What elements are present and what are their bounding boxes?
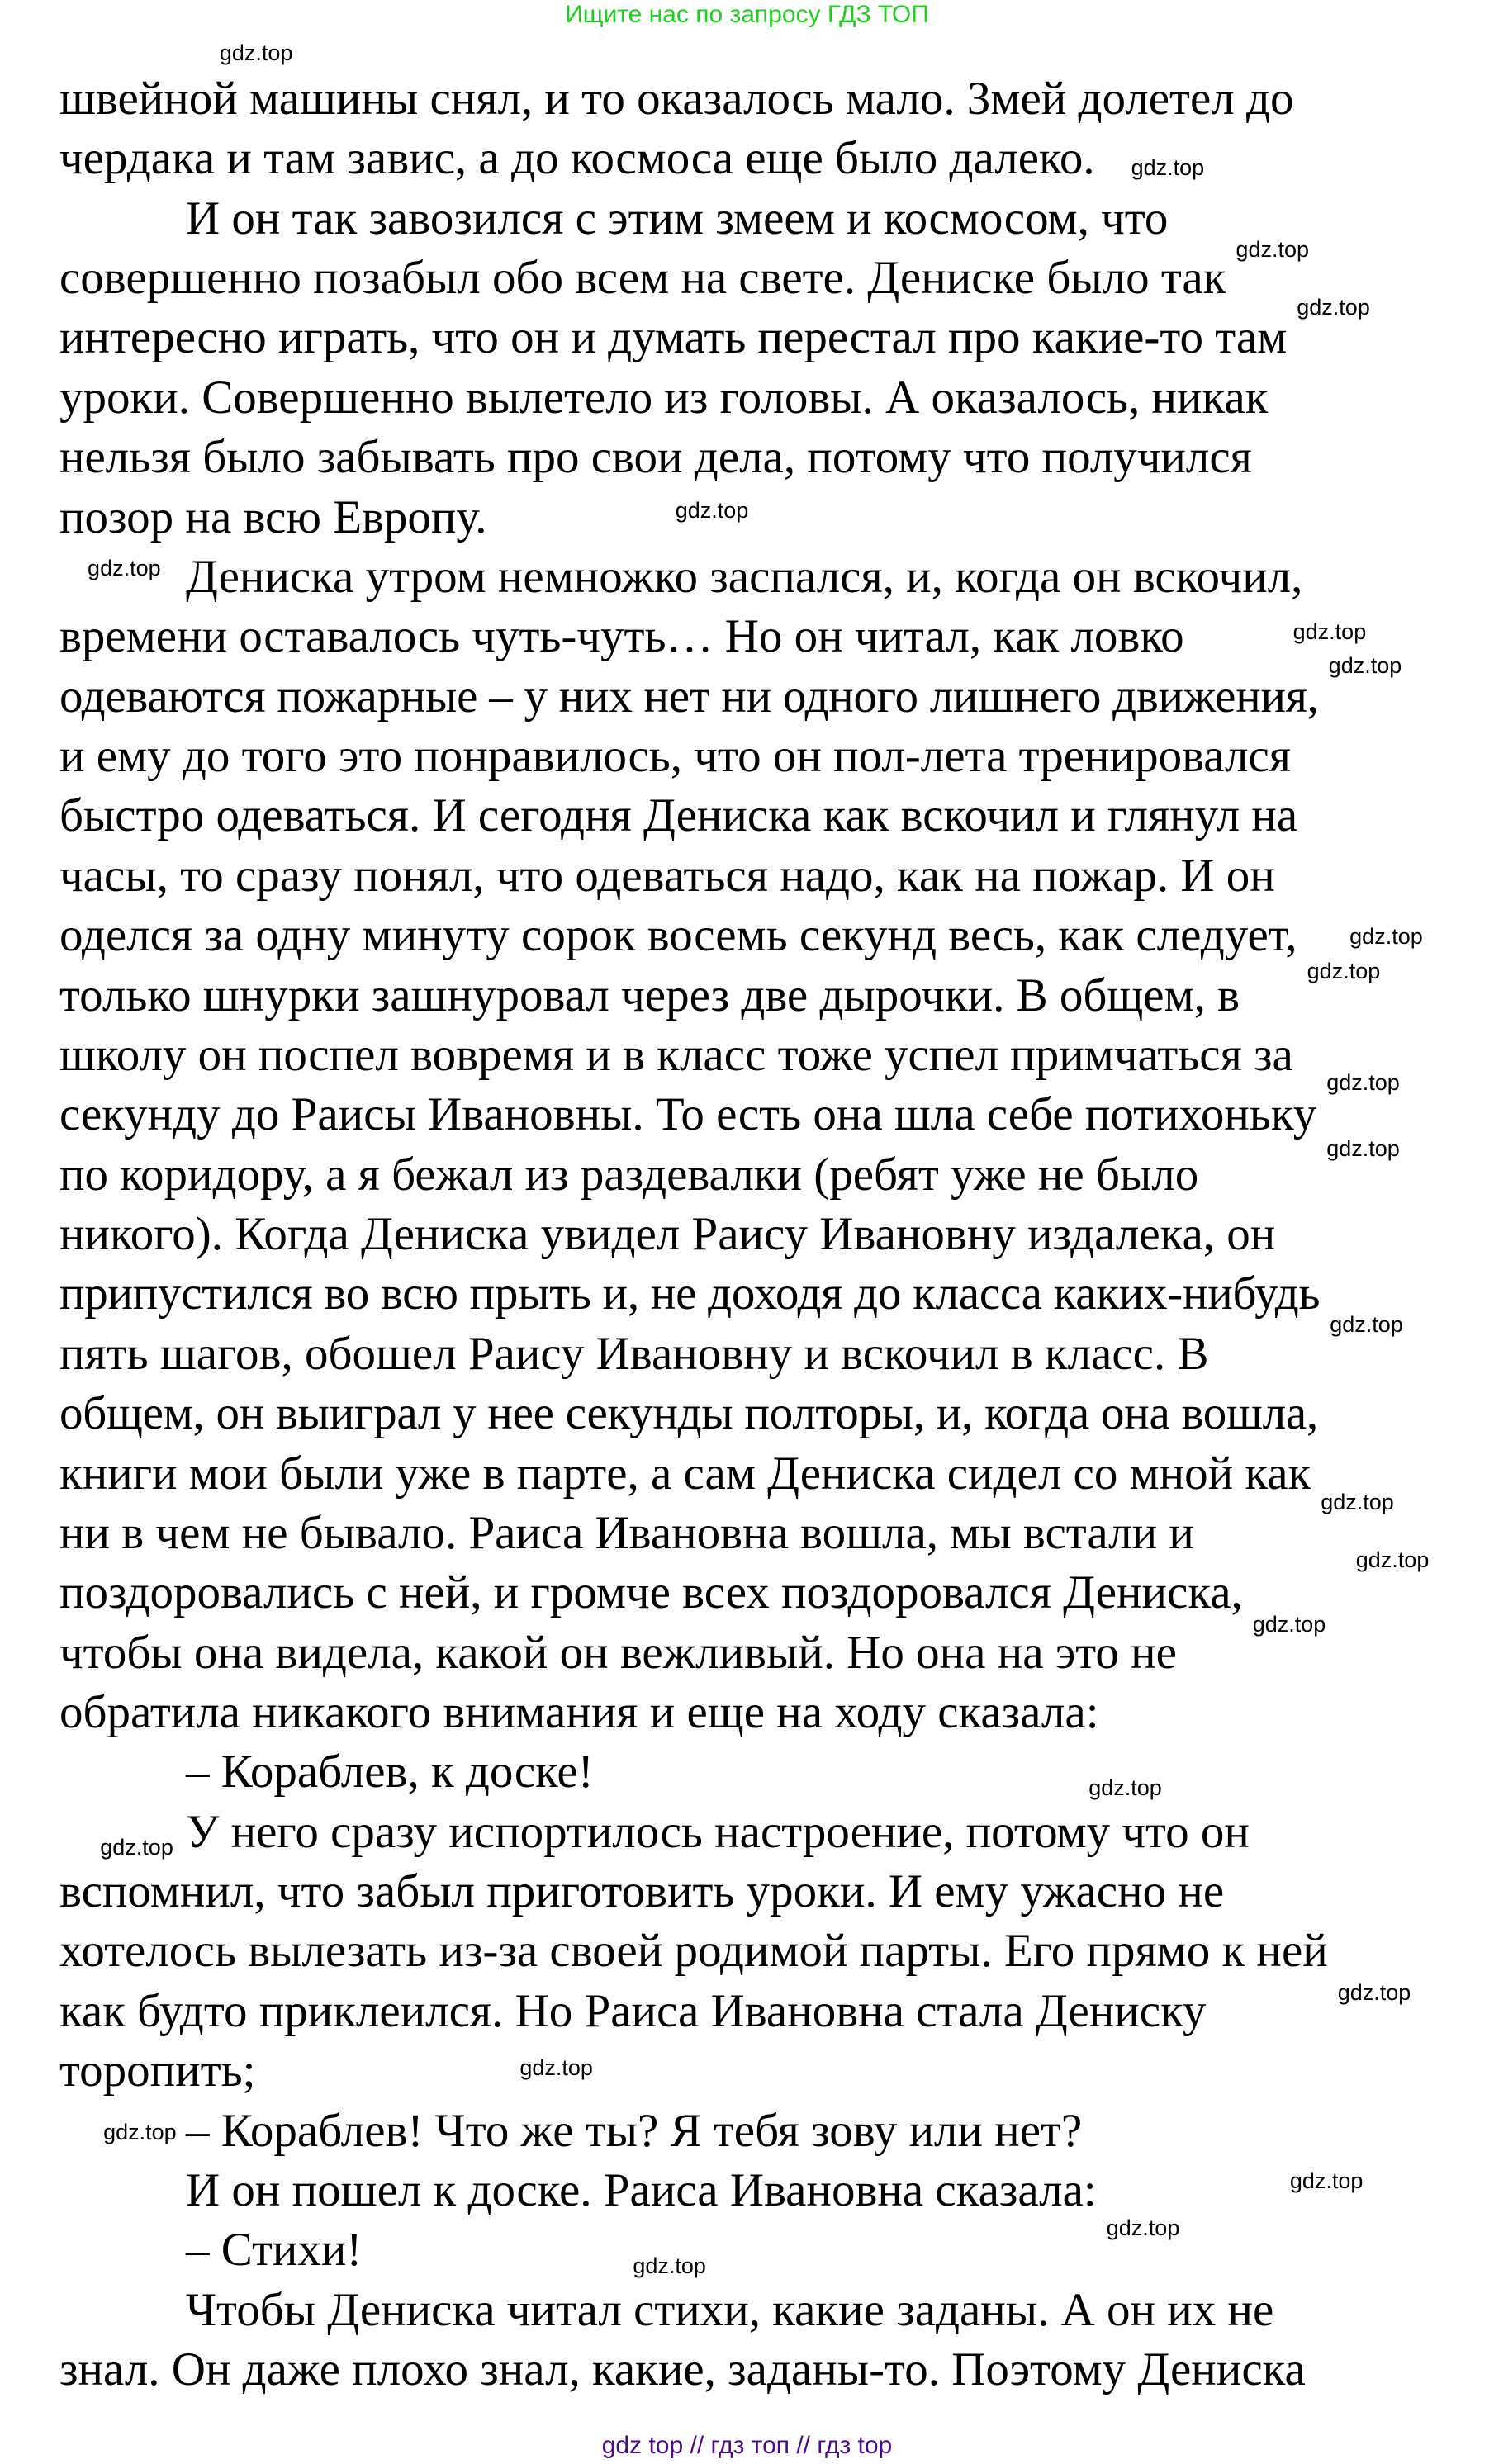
text-line: как будто приклеился. Но Раиса Ивановна стала Дениску [59, 1984, 1207, 2037]
text-line: чердака и там завис, а до космоса еще было далеко. [59, 132, 1095, 185]
watermark-text: gdz.top [1349, 923, 1423, 949]
text-line: поздоровались с ней, и громче всех поздоровался Дениска, [59, 1566, 1243, 1619]
watermark-text: gdz.top [100, 1835, 173, 1860]
text-line: совершенно позабыл обо всем на свете. Дениске было так [59, 252, 1226, 305]
watermark-text: gdz.top [1292, 618, 1367, 644]
text-line: хотелось вылезать из-за своей родимой парты. Его прямо к ней [59, 1925, 1328, 1978]
text-line: уроки. Совершенно вылетело из головы. А оказалось, никак [59, 371, 1269, 424]
footer-watermark: gdz top // гдз топ // гдз top [601, 2432, 893, 2459]
watermark-text: gdz.top [1355, 1547, 1430, 1573]
text-line: У него сразу испортилось настроение, потому что он [186, 1805, 1250, 1858]
text-line: ни в чем не бывало. Раиса Ивановна вошла, мы встали и [59, 1506, 1194, 1559]
text-line: оделся за одну минуту сорок восемь секунд весь, как следует, [59, 909, 1297, 962]
text-line: нельзя было забывать про свои дела, потому что получился [59, 431, 1252, 484]
watermark-text: gdz.top [1337, 1979, 1411, 2005]
watermark-text: gdz.top [1088, 1775, 1162, 1801]
text-line: и ему до того это понравилось, что он пол-лета тренировался [59, 730, 1291, 783]
text-line: времени оставалось чуть-чуть… Но он читал, как ловко [59, 610, 1184, 663]
search-banner: Ищите нас по запросу ГДЗ ТОП [565, 1, 929, 28]
watermark-text: gdz.top [1321, 1489, 1394, 1514]
text-line: швейной машины снял, и то оказалось мало. Змей долетел до [59, 73, 1294, 125]
watermark-text: gdz.top [1289, 2168, 1364, 2193]
text-line: знал. Он даже плохо знал, какие, заданы-то. Поэтому Дениска [59, 2343, 1306, 2396]
watermark-text: gdz.top [1297, 295, 1370, 320]
watermark-text: gdz.top [1326, 1069, 1400, 1095]
text-line: по коридору, а я бежал из раздевалки (ребят уже не было [59, 1148, 1199, 1201]
watermark-text: gdz.top [519, 2054, 593, 2080]
watermark-text: gdz.top [633, 2253, 706, 2278]
text-line: торопить; [59, 2045, 256, 2097]
text-line: книги мои были уже в парте, а сам Дениска сидел со мной как [59, 1447, 1311, 1500]
text-line: одеваются пожарные – у них нет ни одного лишнего движения, [59, 670, 1319, 723]
watermark-text: gdz.top [1106, 2215, 1180, 2240]
text-line: секунду до Раисы Ивановны. То есть она шла себе потихоньку [59, 1088, 1317, 1141]
watermark-text: gdz.top [1236, 237, 1309, 263]
watermark-text: gdz.top [1252, 1612, 1326, 1637]
text-line: интересно играть, что он и думать перестал про какие-то там [59, 311, 1288, 364]
watermark-text: gdz.top [675, 497, 749, 523]
text-line: общем, он выиграл у нее секунды полторы, и, когда она вошла, [59, 1387, 1318, 1440]
text-line: чтобы она видела, какой он вежливый. Но она на это не [59, 1626, 1177, 1679]
text-line: И он пошел к доске. Раиса Ивановна сказала: [186, 2163, 1097, 2216]
text-line: часы, то сразу понял, что одеваться надо, как на пожар. И он [59, 849, 1275, 902]
text-line: Дениска утром немножко заспался, и, когда он вскочил, [186, 550, 1303, 603]
watermark-text: gdz.top [103, 2119, 177, 2144]
watermark-text: gdz.top [1330, 1311, 1403, 1337]
text-line: вспомнил, что забыл приготовить уроки. И ему ужасно не [59, 1865, 1225, 1918]
watermark-text: gdz.top [88, 556, 161, 581]
watermark-text: gdz.top [1326, 1135, 1400, 1161]
watermark-text: gdz.top [219, 40, 293, 66]
text-line: только шнурки зашнуровал через две дырочки. В общем, в [59, 969, 1240, 1021]
text-line: быстро одеваться. И сегодня Дениска как вскочил и глянул на [59, 789, 1298, 842]
text-line: позор на всю Европу. [59, 490, 487, 543]
text-line: – Кораблев! Что же ты? Я тебя зову или нет? [186, 2104, 1083, 2157]
text-line: Чтобы Дениска читал стихи, какие заданы. А он их не [186, 2283, 1274, 2336]
text-line: никого). Когда Дениска увидел Раису Ивановну издалека, он [59, 1208, 1276, 1261]
watermark-text: gdz.top [1307, 958, 1381, 983]
text-line: припустился во всю прыть и, не доходя до класса каких-нибудь [59, 1268, 1321, 1320]
text-line: обратила никакого внимания и еще на ходу сказала: [59, 1685, 1099, 1738]
watermark-text: gdz.top [1131, 155, 1205, 181]
text-line: – Стихи! [186, 2224, 363, 2277]
text-line: школу он поспел вовремя и в класс тоже успел примчаться за [59, 1028, 1293, 1081]
text-line: пять шагов, обошел Раису Ивановну и вскочил в класс. В [59, 1327, 1209, 1380]
watermark-text: gdz.top [1328, 653, 1402, 679]
text-line: – Кораблев, к доске! [186, 1746, 594, 1798]
text-line: И он так завозился с этим змеем и космосом, что [186, 192, 1169, 244]
